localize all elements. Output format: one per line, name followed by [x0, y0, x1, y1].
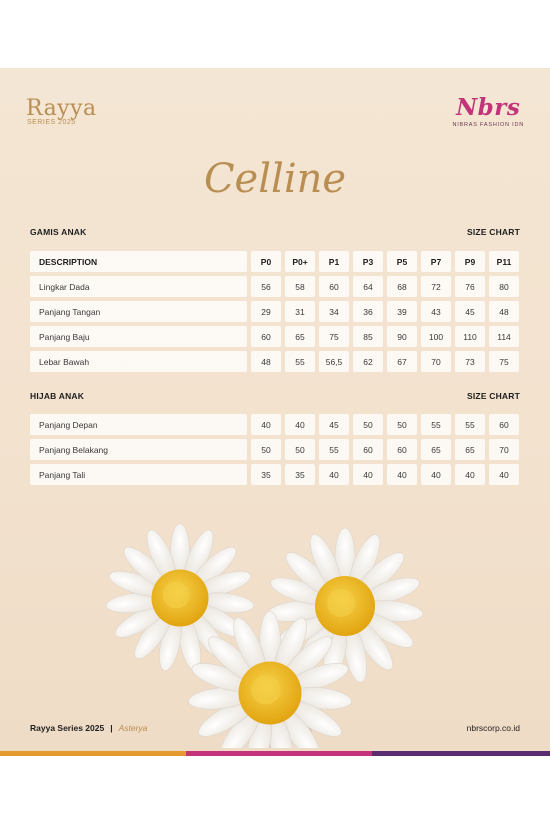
size-value: 76 [455, 276, 485, 297]
footer-website: nbrscorp.co.id [466, 723, 520, 733]
size-value: 36 [353, 301, 383, 322]
row-label: Lebar Bawah [30, 351, 247, 372]
size-value: 31 [285, 301, 315, 322]
table-row [30, 414, 519, 435]
size-value: 40 [319, 464, 349, 485]
table-row [30, 351, 519, 372]
size-value: 35 [285, 464, 315, 485]
daisy-flowers-image [80, 448, 480, 748]
size-value: 60 [251, 326, 281, 347]
size-value: 40 [489, 464, 519, 485]
size-value: 34 [319, 301, 349, 322]
size-value: 56 [251, 276, 281, 297]
size-value: 39 [387, 301, 417, 322]
size-value: 40 [455, 464, 485, 485]
footer-series-name: Rayya Series 2025 [30, 723, 105, 733]
table-row [30, 301, 519, 322]
size-value: 62 [353, 351, 383, 372]
nbrs-logo [452, 94, 524, 128]
footer-series [30, 723, 147, 733]
size-value: 40 [353, 464, 383, 485]
size-value: 60 [489, 414, 519, 435]
size-chart-card [0, 68, 550, 756]
nbrs-tagline: NIBRAS FASHION IDN [452, 122, 524, 128]
size-value: 100 [421, 326, 451, 347]
hijab-section-header [30, 389, 520, 403]
size-value: 68 [387, 276, 417, 297]
size-value: 72 [421, 276, 451, 297]
size-value: 73 [455, 351, 485, 372]
stripe-pink [186, 751, 372, 756]
row-label: Panjang Baju [30, 326, 247, 347]
size-value: 70 [421, 351, 451, 372]
size-value: 29 [251, 301, 281, 322]
header-size: P0 [251, 251, 281, 272]
row-label: Lingkar Dada [30, 276, 247, 297]
size-value: 60 [319, 276, 349, 297]
size-value: 55 [455, 414, 485, 435]
size-value: 58 [285, 276, 315, 297]
gamis-section-header [30, 225, 520, 239]
header-size: P9 [455, 251, 485, 272]
size-value: 56,5 [319, 351, 349, 372]
header-description: DESCRIPTION [30, 251, 247, 272]
size-value: 55 [319, 439, 349, 460]
size-value: 60 [353, 439, 383, 460]
header-size: P7 [421, 251, 451, 272]
header-size: P5 [387, 251, 417, 272]
size-value: 60 [387, 439, 417, 460]
row-label: Panjang Depan [30, 414, 247, 435]
size-value: 40 [387, 464, 417, 485]
stripe-orange [0, 751, 186, 756]
rayya-series-text: SERIES 2025 [27, 119, 76, 126]
stripe-purple [372, 751, 550, 756]
rayya-logo [26, 96, 97, 126]
hijab-size-chart-label: SIZE CHART [467, 391, 520, 401]
nbrs-logo-text: Nbrs [456, 94, 521, 121]
gamis-size-chart-label: SIZE CHART [467, 227, 520, 237]
size-value: 48 [251, 351, 281, 372]
size-value: 65 [421, 439, 451, 460]
product-title: Celline [203, 156, 347, 202]
header-size: P3 [353, 251, 383, 272]
size-value: 114 [489, 326, 519, 347]
row-label: Panjang Belakang [30, 439, 247, 460]
size-value: 40 [421, 464, 451, 485]
gamis-size-table [30, 251, 519, 372]
table-row [30, 326, 519, 347]
rayya-logo-text: Rayya [26, 96, 97, 121]
size-value: 50 [285, 439, 315, 460]
size-value: 80 [489, 276, 519, 297]
size-value: 64 [353, 276, 383, 297]
header-size: P1 [319, 251, 349, 272]
row-label: Panjang Tangan [30, 301, 247, 322]
size-value: 110 [455, 326, 485, 347]
row-label: Panjang Tali [30, 464, 247, 485]
size-value: 55 [285, 351, 315, 372]
size-value: 43 [421, 301, 451, 322]
size-value: 65 [455, 439, 485, 460]
size-value: 65 [285, 326, 315, 347]
size-value: 55 [421, 414, 451, 435]
color-stripe [0, 751, 550, 756]
header-size: P11 [489, 251, 519, 272]
footer [30, 723, 520, 733]
size-value: 45 [319, 414, 349, 435]
size-value: 90 [387, 326, 417, 347]
header-size: P0+ [285, 251, 315, 272]
footer-subtitle: Asterya [118, 723, 148, 733]
table-row [30, 276, 519, 297]
size-value: 48 [489, 301, 519, 322]
size-value: 40 [285, 414, 315, 435]
size-value: 70 [489, 439, 519, 460]
footer-separator: | [110, 723, 113, 733]
size-value: 50 [387, 414, 417, 435]
size-value: 67 [387, 351, 417, 372]
size-value: 40 [251, 414, 281, 435]
gamis-section-label: GAMIS ANAK [30, 227, 87, 237]
size-value: 45 [455, 301, 485, 322]
size-value: 75 [319, 326, 349, 347]
size-value: 85 [353, 326, 383, 347]
hijab-section-label: HIJAB ANAK [30, 391, 85, 401]
size-value: 75 [489, 351, 519, 372]
size-value: 35 [251, 464, 281, 485]
size-value: 50 [251, 439, 281, 460]
table-header-row [30, 251, 519, 272]
size-value: 50 [353, 414, 383, 435]
